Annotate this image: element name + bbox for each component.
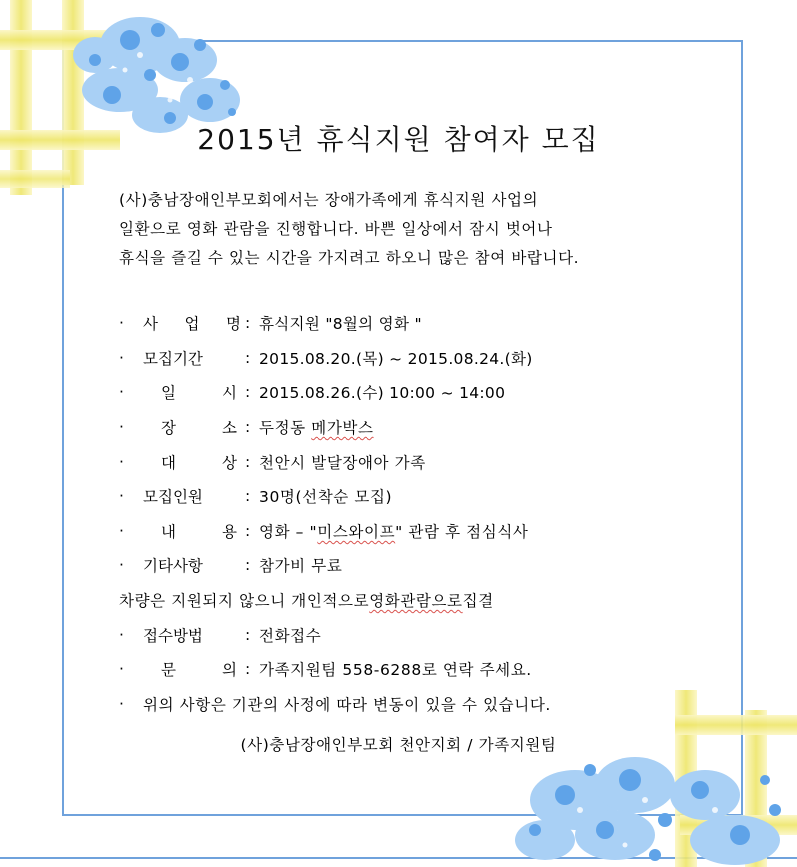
flower-plaid-decoration-top-left-icon (0, 0, 250, 200)
detail-label: 모집기간 (143, 349, 203, 368)
page-title: 2015년 휴식지원 참여자 모집 (197, 123, 600, 156)
intro-line: 일환으로 영화 관람을 진행합니다. 바쁜 일상에서 잠시 벗어나 (119, 220, 553, 238)
detail-project: · 사 업 명 : 휴식지원 "8월의 영화 " (119, 314, 422, 334)
organization-signature: (사)충남장애인부모회 천안지회 / 가족지원팀 (240, 736, 557, 754)
detail-count: · 모집인원 : 30명(선착순 모집) (119, 487, 393, 507)
detail-label: 접수방법 (143, 626, 203, 645)
detail-place: · 장 소 : 두정동 메가박스 (119, 418, 374, 438)
detail-label: 문 의 (161, 661, 237, 680)
detail-content: · 내 용 : 영화 – "미스와이프" 관람 후 점심식사 (119, 521, 529, 541)
detail-value: 전화접수 (259, 626, 322, 645)
detail-datetime: · 일 시 : 2015.08.26.(수) 10:00 ~ 14:00 (119, 383, 506, 403)
intro-paragraph (119, 186, 739, 273)
detail-value: 휴식지원 "8월의 영화 " (259, 315, 422, 334)
detail-value: 영화 – "미스와이프" 관람 후 점심식사 (259, 522, 529, 541)
detail-value: 참가비 무료 (259, 557, 343, 576)
detail-period: · 모집기간 : 2015.08.20.(목) ~ 2015.08.24.(화) (119, 348, 533, 368)
detail-value: 2015.08.20.(목) ~ 2015.08.24.(화) (259, 349, 533, 368)
detail-apply: · 접수방법 : 전화접수 (119, 625, 322, 645)
detail-value: 두정동 메가박스 (259, 419, 374, 438)
detail-etc: · 기타사항 : 참가비 무료 (119, 556, 343, 576)
detail-label: 대 상 (161, 453, 237, 472)
detail-value: 2015.08.26.(수) 10:00 ~ 14:00 (259, 384, 506, 403)
bullet: · (119, 314, 124, 333)
detail-label: 기타사항 (143, 557, 203, 576)
detail-target: · 대 상 : 천안시 발달장애아 가족 (119, 452, 426, 472)
detail-notice: · 위의 사항은 기관의 사정에 따라 변동이 있을 수 있습니다. (119, 694, 551, 714)
detail-value: 가족지원팀 558-6288로 연락 주세요. (259, 661, 532, 680)
notice-text: 위의 사항은 기관의 사정에 따라 변동이 있을 수 있습니다. (143, 695, 551, 714)
intro-line: (사)충남장애인부모회에서는 장애가족에게 휴식지원 사업의 (119, 191, 539, 209)
detail-label: 내 용 (161, 522, 237, 541)
detail-label: 모집인원 (143, 488, 203, 507)
vehicle-note: 차량은 지원되지 않으니 개인적으로 영화관람으로 집결 (119, 592, 494, 611)
details-list (119, 306, 739, 721)
detail-label: 사 업 명 (143, 315, 241, 334)
detail-inquiry: · 문 의 : 가족지원팀 558-6288로 연락 주세요. (119, 660, 532, 680)
detail-value: 천안시 발달장애아 가족 (259, 453, 426, 472)
intro-line: 휴식을 즐길 수 있는 시간을 가지려고 하오니 많은 참여 바랍니다. (119, 249, 580, 267)
detail-value: 30명(선착순 모집) (259, 488, 393, 507)
detail-label: 장 소 (161, 419, 237, 438)
detail-label: 일 시 (161, 384, 237, 403)
